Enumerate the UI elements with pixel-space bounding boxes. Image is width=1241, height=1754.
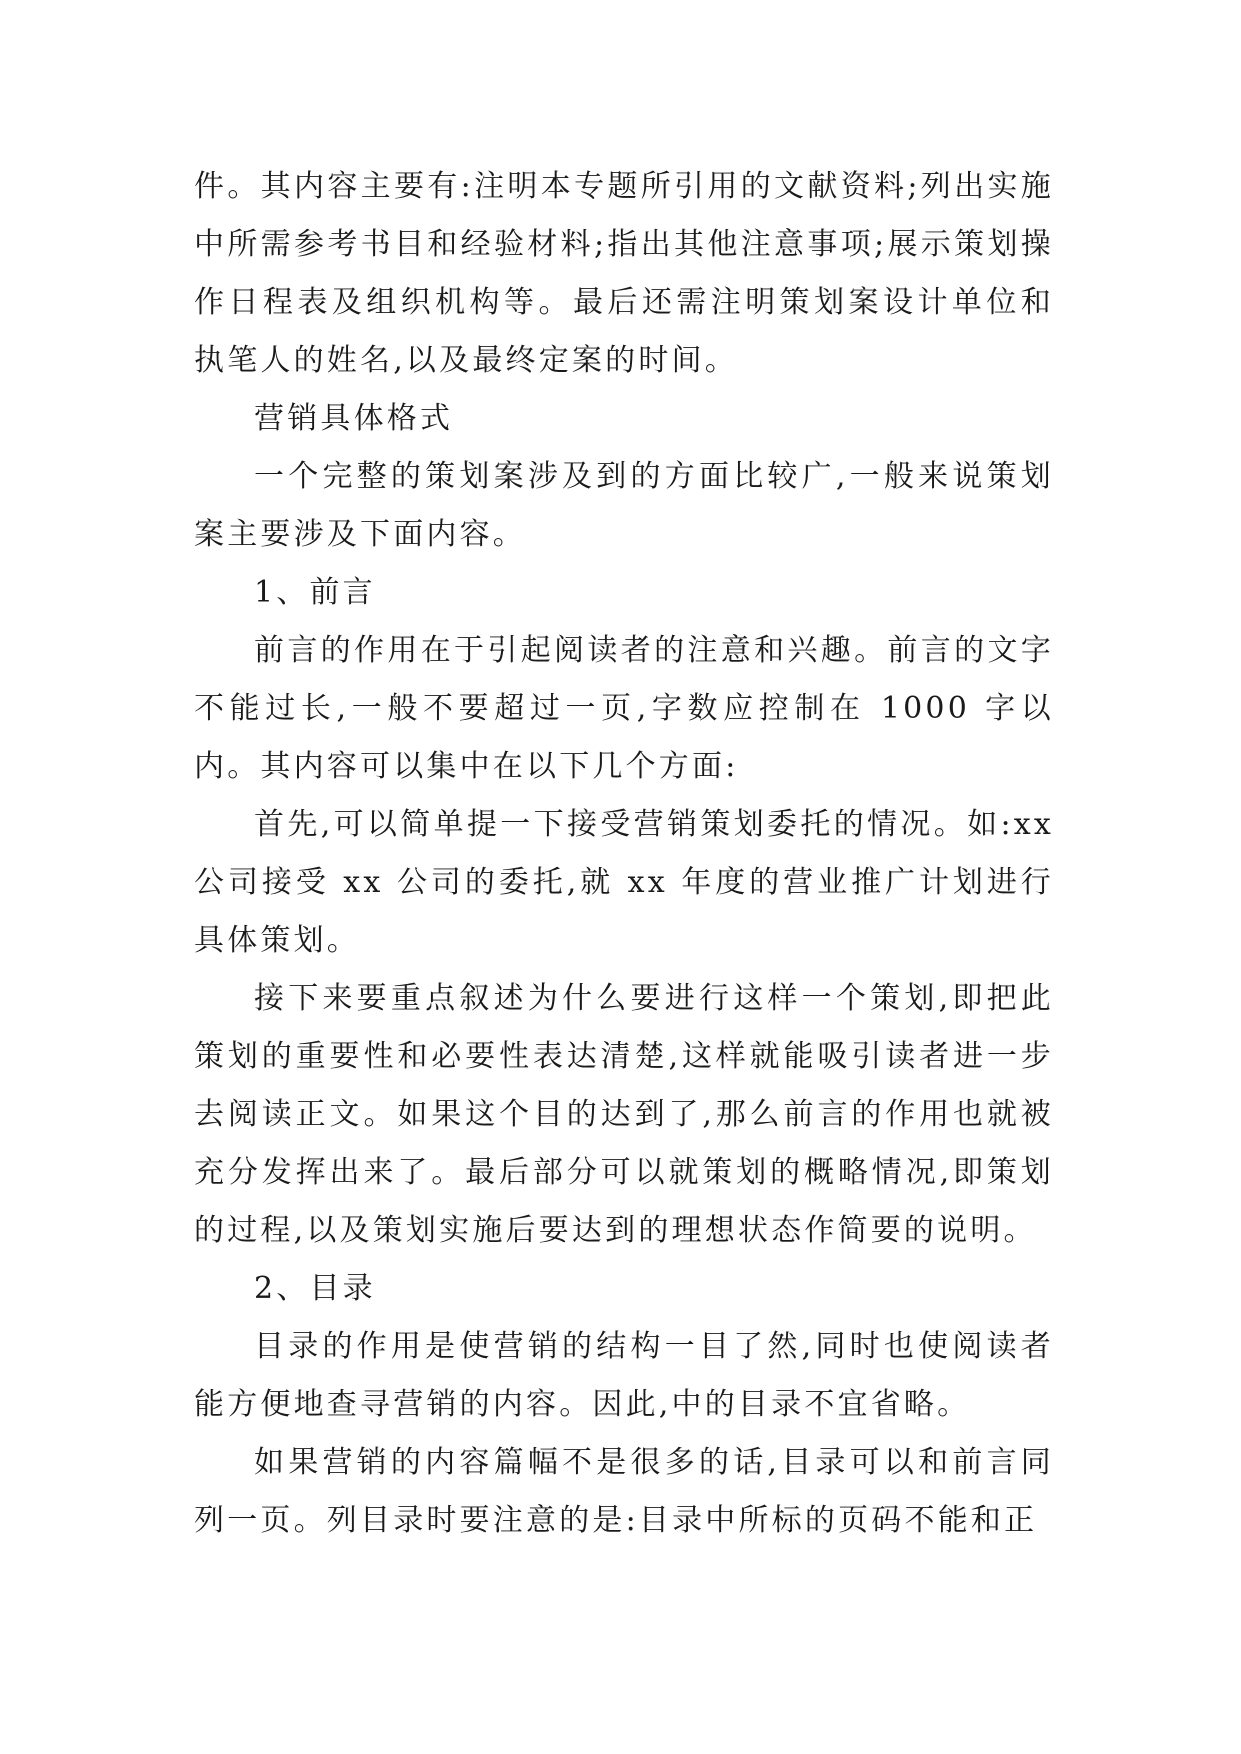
document-body — [194, 158, 1054, 1550]
paragraph-preface-first: 首先,可以简单提一下接受营销策划委托的情况。如:xx公司接受 xx 公司的委托,就 xx 年度的营业推广计划进行具体策划。 — [194, 807, 1054, 958]
paragraph-contents-note: 如果营销的内容篇幅不是很多的话,目录可以和前言同列一页。列目录时要注意的是:目录中所标的页码不能和正 — [194, 1445, 1054, 1538]
section-heading-preface: 1、前言 — [254, 575, 376, 610]
paragraph-preface-next: 接下来要重点叙述为什么要进行这样一个策划,即把此策划的重要性和必要性表达清楚,这样就能吸引读者进一步去阅读正文。如果这个目的达到了,那么前言的作用也就被充分发挥出来了。最后部分可以就策划的概略情况,即策划的过程,以及策划实施后要达到的理想状态作简要的说明。 — [194, 981, 1054, 1248]
paragraph-overview: 一个完整的策划案涉及到的方面比较广,一般来说策划案主要涉及下面内容。 — [194, 459, 1054, 552]
section-heading-contents: 2、目录 — [254, 1271, 376, 1306]
paragraph-contents-role: 目录的作用是使营销的结构一目了然,同时也使阅读者能方便地查寻营销的内容。因此,中的目录不宜省略。 — [194, 1329, 1054, 1422]
paragraph-continuation: 件。其内容主要有:注明本专题所引用的文献资料;列出实施中所需参考书目和经验材料;指出其他注意事项;展示策划操作日程表及组织机构等。最后还需注明策划案设计单位和执笔人的姓名,以及最终定案的时间。 — [194, 169, 1054, 378]
paragraph-preface-role: 前言的作用在于引起阅读者的注意和兴趣。前言的文字不能过长,一般不要超过一页,字数应控制在 1000 字以内。其内容可以集中在以下几个方面: — [194, 633, 1054, 784]
section-heading-format: 营销具体格式 — [254, 401, 454, 436]
